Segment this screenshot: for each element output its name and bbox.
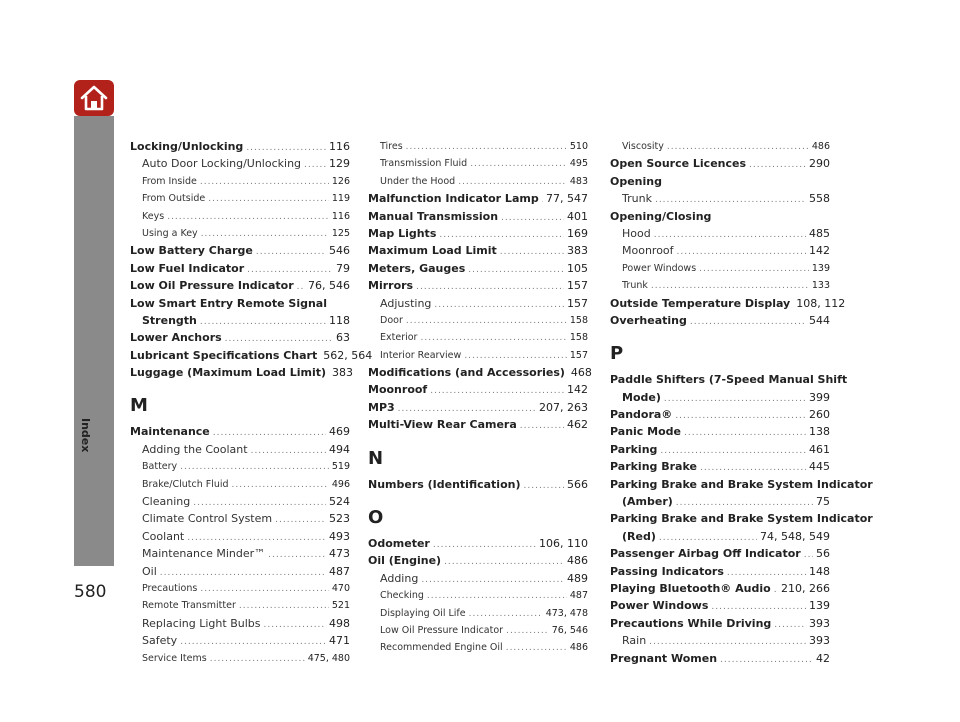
dot-leader: [180, 459, 329, 476]
page-reference-link[interactable]: 489: [567, 571, 588, 585]
index-term: Multi-View Rear Camera: [368, 418, 517, 432]
index-entry[interactable]: [368, 552, 588, 569]
page-reference-link[interactable]: 399: [809, 390, 830, 404]
page-reference-link[interactable]: 148: [809, 564, 830, 578]
page-reference-link[interactable]: 486: [811, 141, 830, 152]
page-reference-link[interactable]: 133: [811, 280, 830, 292]
index-term: Opening: [610, 174, 662, 188]
index-entry[interactable]: [130, 173, 350, 190]
page-reference-link[interactable]: 77, 547: [546, 192, 588, 206]
dot-leader: [304, 157, 326, 174]
index-entry[interactable]: [368, 208, 588, 225]
index-term: Maximum Load Limit: [368, 244, 497, 258]
index-term: Strength: [142, 313, 197, 327]
index-term: Locking/Unlocking: [130, 140, 244, 153]
dot-leader: [520, 418, 564, 435]
page-reference-link[interactable]: 108, 112: [796, 296, 846, 310]
index-entry[interactable]: [130, 225, 350, 242]
page-reference-link[interactable]: 493: [329, 529, 350, 543]
index-tab-bar: [74, 116, 114, 566]
index-entry[interactable]: [610, 277, 830, 294]
index-term: Overheating: [610, 313, 687, 327]
dot-leader: [684, 425, 806, 442]
dot-leader: [406, 313, 567, 330]
index-term: Keys: [142, 210, 165, 222]
dot-leader: [470, 156, 567, 173]
dot-leader: [167, 209, 329, 226]
index-entry[interactable]: [610, 545, 830, 562]
index-term: Battery: [142, 461, 178, 473]
index-entry[interactable]: [610, 295, 846, 312]
index-entry[interactable]: [368, 639, 588, 656]
index-entry[interactable]: [610, 225, 830, 242]
index-entry[interactable]: [368, 225, 588, 242]
index-entry[interactable]: [610, 138, 830, 155]
index-entry[interactable]: [130, 260, 350, 277]
page-reference-link[interactable]: 486: [569, 642, 588, 654]
index-term: Low Oil Pressure Indicator: [130, 279, 294, 293]
page-reference-link[interactable]: 142: [809, 244, 830, 258]
index-entry[interactable]: [130, 312, 350, 329]
index-term: Service Items: [142, 652, 207, 664]
index-entry[interactable]: [368, 399, 588, 416]
dot-leader: [506, 640, 567, 657]
page-reference-link[interactable]: 445: [809, 460, 830, 474]
index-term: Numbers (Identification): [368, 477, 521, 491]
dot-leader: [468, 262, 564, 279]
index-term: Paddle Shifters (7-Speed Manual Shift: [610, 373, 848, 387]
page-reference-link[interactable]: 125: [331, 227, 350, 239]
index-term: Adding the Coolant: [142, 442, 248, 456]
dot-leader: [654, 227, 806, 244]
page-reference-link[interactable]: 546: [329, 244, 350, 258]
page-reference-link[interactable]: 138: [809, 425, 830, 439]
index-term: Malfunction Indicator Lamp: [368, 192, 539, 206]
index-entry[interactable]: [610, 563, 830, 580]
index-entry[interactable]: [368, 570, 588, 587]
page-reference-link[interactable]: 126: [331, 175, 350, 187]
page-reference-link[interactable]: 210, 266: [781, 581, 830, 595]
index-term: Luggage (Maximum Load Limit): [130, 366, 327, 380]
index-entry[interactable]: [368, 173, 588, 190]
page-reference-link[interactable]: 401: [567, 209, 588, 223]
sidebar: [74, 80, 114, 566]
index-entry[interactable]: [130, 493, 350, 510]
page-reference-link[interactable]: 468: [570, 366, 592, 380]
page-reference-link[interactable]: 473: [329, 547, 350, 561]
index-entry[interactable]: [368, 622, 588, 639]
index-column-2: [368, 138, 592, 657]
index-term: Viscosity: [622, 141, 664, 152]
index-term: From Inside: [142, 175, 197, 187]
index-entry[interactable]: [610, 493, 830, 510]
index-term: Under the Hood: [380, 175, 456, 187]
index-term: Outside Temperature Display: [610, 296, 791, 310]
page-reference-link[interactable]: 473, 478: [545, 607, 588, 619]
index-term: Lubricant Specifications Chart: [130, 348, 318, 362]
page-reference-link[interactable]: 485: [809, 226, 830, 240]
page-reference-link[interactable]: 461: [809, 442, 830, 456]
index-term: Adding: [380, 571, 419, 585]
index-term: Playing Bluetooth® Audio: [610, 581, 771, 595]
page-reference-link[interactable]: 139: [811, 262, 830, 274]
dot-leader: [239, 598, 329, 615]
index-term: Rain: [622, 634, 647, 648]
dot-leader: [420, 330, 566, 347]
dot-leader: [675, 408, 806, 425]
index-term: Opening/Closing: [610, 209, 712, 223]
index-entry[interactable]: [610, 597, 830, 614]
page-reference-link[interactable]: 129: [329, 157, 350, 171]
index-entry[interactable]: [610, 441, 830, 458]
dot-leader: [506, 623, 549, 640]
dot-leader: [464, 348, 567, 365]
index-entry[interactable]: [130, 347, 373, 364]
index-entry[interactable]: [610, 476, 873, 493]
dot-leader: [210, 651, 305, 668]
dot-leader: [434, 297, 564, 314]
index-term: Trunk: [622, 280, 648, 292]
index-column-1: [130, 138, 373, 667]
index-term: Climate Control System: [142, 512, 273, 526]
dot-leader: [749, 157, 806, 174]
index-entry[interactable]: [610, 173, 830, 190]
index-entry[interactable]: [130, 650, 350, 667]
dot-leader: [200, 581, 329, 598]
dot-leader: [421, 572, 564, 589]
index-entry[interactable]: [610, 458, 830, 475]
index-term: Lower Anchors: [130, 331, 222, 345]
page-reference-link[interactable]: 393: [809, 634, 830, 648]
index-term: Parking: [610, 442, 658, 456]
index-entry[interactable]: [130, 510, 350, 527]
index-entry[interactable]: [368, 605, 588, 622]
page-reference-link[interactable]: 158: [569, 332, 588, 344]
index-entry[interactable]: [368, 476, 588, 493]
index-entry[interactable]: [130, 632, 350, 649]
page-reference-link[interactable]: 63: [336, 331, 350, 345]
index-term: (Red): [622, 529, 656, 543]
page-reference-link[interactable]: 169: [567, 226, 588, 240]
page-reference-link[interactable]: 475, 480: [307, 652, 350, 664]
dot-leader: [524, 478, 565, 495]
index-entry[interactable]: [130, 563, 350, 580]
page-reference-link[interactable]: 116: [331, 210, 350, 222]
index-entry[interactable]: [368, 138, 588, 155]
page-reference-link[interactable]: 470: [331, 582, 350, 594]
index-term: Low Fuel Indicator: [130, 261, 245, 275]
page-reference-link[interactable]: 544: [809, 313, 830, 327]
index-term: Recommended Engine Oil: [380, 642, 503, 654]
section-heading: N: [368, 447, 384, 469]
page-reference-link[interactable]: 495: [569, 158, 588, 170]
page-reference-link[interactable]: 510: [569, 141, 588, 152]
home-button[interactable]: [74, 80, 114, 116]
index-term: Passing Indicators: [610, 564, 724, 578]
index-term: Coolant: [142, 529, 185, 543]
page-reference-link[interactable]: 496: [331, 478, 350, 490]
page-reference-link[interactable]: 116: [329, 140, 350, 153]
index-entry[interactable]: [368, 277, 588, 294]
index-term: Parking Brake and Brake System Indicator: [610, 477, 873, 491]
page-reference-link[interactable]: 383: [567, 244, 588, 258]
index-entry[interactable]: [130, 528, 350, 545]
index-term: Pregnant Women: [610, 651, 718, 665]
dot-leader: [208, 191, 329, 208]
index-term: From Outside: [142, 193, 206, 205]
dot-leader: [200, 174, 329, 191]
index-entry[interactable]: [130, 580, 350, 597]
index-term: Moonroof: [622, 244, 674, 258]
page-reference-link[interactable]: 157: [567, 296, 588, 310]
index-entry[interactable]: [610, 208, 830, 225]
index-entry[interactable]: [610, 155, 830, 172]
page-reference-link[interactable]: 260: [809, 408, 830, 422]
dot-leader: [256, 244, 326, 261]
index-entry[interactable]: [368, 260, 588, 277]
index-term: Modifications (and Accessories): [368, 366, 565, 380]
dot-leader: [501, 210, 564, 227]
index-entry[interactable]: [610, 423, 830, 440]
dot-leader: [444, 554, 564, 571]
index-term: Precautions While Driving: [610, 616, 772, 630]
index-entry[interactable]: [610, 260, 830, 277]
index-entry[interactable]: [130, 441, 350, 458]
dot-leader: [232, 477, 329, 494]
page-reference-link[interactable]: 494: [329, 442, 350, 456]
index-entry[interactable]: [368, 329, 588, 346]
page-reference-link[interactable]: 74, 548, 549: [760, 529, 830, 543]
index-entry[interactable]: [130, 458, 350, 475]
page-reference-link[interactable]: 487: [569, 590, 588, 602]
index-term: Maintenance: [130, 425, 210, 439]
index-term: Checking: [380, 590, 424, 602]
index-entry[interactable]: [130, 476, 350, 493]
index-term: Adjusting: [380, 296, 432, 310]
index-term: Oil: [142, 564, 157, 578]
dot-leader: [690, 314, 806, 331]
index-entry[interactable]: [610, 632, 830, 649]
page-reference-link[interactable]: 119: [331, 193, 350, 205]
index-term: Mode): [622, 390, 661, 404]
page-reference-link[interactable]: 142: [567, 383, 588, 397]
dot-leader: [406, 139, 567, 156]
index-entry[interactable]: [368, 416, 588, 433]
page-number: 580: [74, 582, 107, 602]
index-term: Brake/Clutch Fluid: [142, 478, 229, 490]
index-term: Low Smart Entry Remote Signal: [130, 296, 327, 310]
index-entry[interactable]: [130, 242, 350, 259]
page-reference-link[interactable]: 486: [567, 554, 588, 568]
dot-leader: [433, 537, 536, 554]
dot-leader: [427, 588, 567, 605]
page-reference-link[interactable]: 105: [567, 261, 588, 275]
index-term: Power Windows: [610, 599, 709, 613]
dot-leader: [251, 443, 326, 460]
dot-leader: [774, 582, 778, 599]
page-reference-link[interactable]: 393: [809, 616, 830, 630]
index-term: (Amber): [622, 495, 673, 509]
index-term: Meters, Gauges: [368, 261, 466, 275]
section-heading: M: [130, 395, 148, 417]
index-term: Remote Transmitter: [142, 600, 236, 612]
index-term: Power Windows: [622, 262, 697, 274]
dot-leader: [201, 226, 329, 243]
dot-leader: [651, 278, 809, 295]
dot-leader: [699, 261, 809, 278]
index-entry[interactable]: [368, 381, 588, 398]
page-reference-link[interactable]: 106, 110: [539, 537, 588, 551]
page-reference-link[interactable]: 79: [336, 261, 350, 275]
index-entry[interactable]: [130, 277, 350, 294]
index-entry[interactable]: [610, 615, 830, 632]
page-reference-link[interactable]: 76, 546: [551, 624, 588, 636]
dot-leader: [469, 606, 543, 623]
index-term: Oil (Engine): [368, 554, 442, 568]
index-entry[interactable]: [368, 312, 588, 329]
index-term: Exterior: [380, 332, 418, 344]
page-reference-link[interactable]: 158: [569, 314, 588, 326]
index-term: Safety: [142, 634, 178, 648]
index-entry[interactable]: [368, 364, 592, 381]
index-entry[interactable]: [130, 190, 350, 207]
index-term: Manual Transmission: [368, 209, 499, 223]
page-reference-link[interactable]: 290: [809, 157, 830, 171]
index-entry[interactable]: [368, 155, 588, 172]
dot-leader: [264, 617, 327, 634]
index-entry[interactable]: [130, 295, 350, 312]
index-term: Precautions: [142, 582, 198, 594]
page-reference-link[interactable]: 76, 546: [308, 279, 350, 293]
index-term: Transmission Fluid: [380, 158, 468, 170]
index-term: Parking Brake: [610, 460, 697, 474]
dot-leader: [458, 174, 567, 191]
page-reference-link[interactable]: 487: [329, 564, 350, 578]
index-term: Maintenance Minder™: [142, 547, 266, 561]
dot-leader: [268, 547, 326, 564]
dot-leader: [667, 139, 809, 156]
index-term: Mirrors: [368, 279, 414, 293]
dot-leader: [500, 244, 564, 261]
page-reference-link[interactable]: 118: [329, 313, 350, 327]
index-entry[interactable]: [368, 347, 588, 364]
index-entry[interactable]: [130, 615, 350, 632]
index-term: Moonroof: [368, 383, 428, 397]
page-reference-link[interactable]: 521: [331, 600, 350, 612]
index-entry[interactable]: [130, 423, 350, 440]
dot-leader: [774, 617, 806, 634]
index-entry[interactable]: [610, 580, 830, 597]
page-reference-link[interactable]: 157: [567, 279, 588, 293]
page-reference-link[interactable]: 566: [567, 477, 588, 491]
page-reference-link[interactable]: 42: [816, 651, 830, 665]
index-entry[interactable]: [610, 510, 873, 527]
section-heading: P: [610, 343, 624, 365]
index-term: Displaying Oil Life: [380, 607, 466, 619]
index-tab-label: Index: [79, 418, 92, 453]
page-reference-link[interactable]: 383: [332, 366, 354, 380]
index-entry[interactable]: [610, 371, 848, 388]
index-term: Parking Brake and Brake System Indicator: [610, 512, 873, 526]
index-entry[interactable]: [130, 364, 354, 381]
index-entry[interactable]: [130, 138, 350, 155]
index-entry[interactable]: [610, 242, 830, 259]
page-reference-link[interactable]: 498: [329, 616, 350, 630]
page-reference-link[interactable]: 207, 263: [539, 400, 588, 414]
index-term: Using a Key: [142, 227, 198, 239]
index-term: Door: [380, 314, 403, 326]
index-term: Cleaning: [142, 495, 191, 509]
index-entry[interactable]: [610, 389, 830, 406]
index-term: Auto Door Locking/Unlocking: [142, 157, 302, 171]
dot-leader: [542, 192, 543, 209]
index-entry[interactable]: [368, 535, 588, 552]
page-reference-link[interactable]: 469: [329, 425, 350, 439]
index-term: Panic Mode: [610, 425, 681, 439]
page-reference-link[interactable]: 524: [329, 495, 350, 509]
index-term: Passenger Airbag Off Indicator: [610, 547, 801, 561]
index-term: Trunk: [622, 192, 652, 206]
index-entry[interactable]: [610, 406, 830, 423]
index-entry[interactable]: [368, 587, 588, 604]
index-term: MP3: [368, 400, 395, 414]
index-entry[interactable]: [368, 190, 588, 207]
page-reference-link[interactable]: 56: [816, 547, 830, 561]
index-entry[interactable]: [130, 208, 350, 225]
index-entry[interactable]: [130, 545, 350, 562]
page-reference-link[interactable]: 519: [331, 461, 350, 473]
page-reference-link[interactable]: 471: [329, 634, 350, 648]
index-term: Tires: [380, 141, 403, 152]
page-reference-link[interactable]: 139: [809, 599, 830, 613]
index-term: Odometer: [368, 537, 430, 551]
index-entry[interactable]: [610, 312, 830, 329]
dot-leader: [416, 279, 564, 296]
index-entry[interactable]: [610, 190, 830, 207]
page-reference-link[interactable]: 523: [329, 512, 350, 526]
index-term: Replacing Light Bulbs: [142, 616, 261, 630]
index-entry[interactable]: [368, 295, 588, 312]
page-reference-link[interactable]: 562, 564: [323, 348, 373, 362]
index-term: Map Lights: [368, 226, 437, 240]
index-term: Pandora®: [610, 408, 673, 422]
index-term: Low Oil Pressure Indicator: [380, 624, 504, 636]
home-icon: [79, 84, 109, 112]
index-term: Interior Rearview: [380, 349, 462, 361]
index-term: Hood: [622, 226, 651, 240]
page-reference-link[interactable]: 558: [809, 192, 830, 206]
page-reference-link[interactable]: 483: [569, 175, 588, 187]
dot-leader: [275, 512, 326, 529]
index-column-3: [610, 138, 873, 667]
index-entry[interactable]: [130, 597, 350, 614]
index-term: Open Source Licences: [610, 157, 747, 171]
index-term: Low Battery Charge: [130, 244, 253, 258]
dot-leader: [664, 391, 806, 408]
index-entry[interactable]: [130, 329, 350, 346]
page-reference-link[interactable]: 462: [567, 418, 588, 432]
dot-leader: [720, 652, 813, 669]
page-reference-link[interactable]: 75: [816, 495, 830, 509]
section-heading: O: [368, 507, 384, 529]
index-entry[interactable]: [610, 650, 830, 667]
index-entry[interactable]: [610, 528, 830, 545]
index-entry[interactable]: [368, 242, 588, 259]
page-reference-link[interactable]: 157: [569, 349, 588, 361]
index-entry[interactable]: [130, 155, 350, 172]
